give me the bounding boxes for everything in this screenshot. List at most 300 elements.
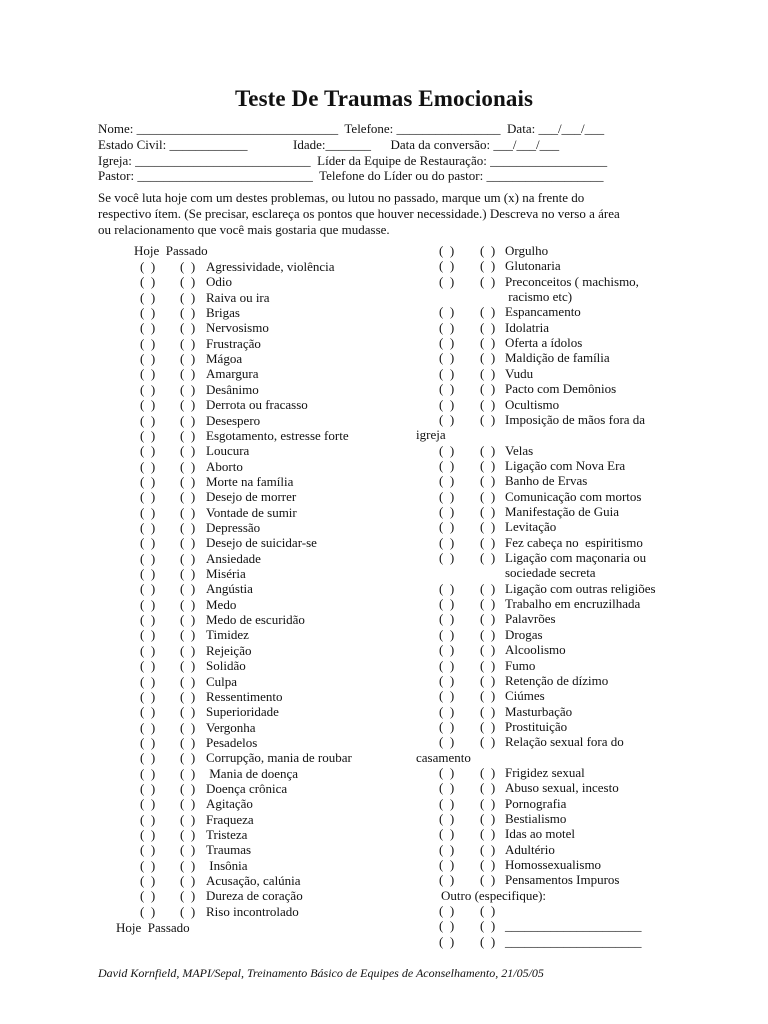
list-item-label: Maldição de família (505, 350, 610, 366)
list-item-label: Agressividade, violência (206, 259, 335, 274)
today-checkbox[interactable]: ( ) (439, 826, 455, 842)
list-item-label: Espancamento (505, 304, 581, 320)
list-item-label: Vudu (505, 365, 534, 381)
list-item-label: Trabalho em encruzilhada (505, 596, 641, 611)
list-item (0, 673, 700, 688)
past-checkbox[interactable]: ( ) (480, 381, 496, 397)
past-checkbox[interactable]: ( ) (480, 857, 496, 872)
list-item-label: Alcoolismo (505, 642, 566, 658)
list-item-label: Ligação com outras religiões (505, 580, 656, 596)
past-checkbox[interactable]: ( ) (180, 412, 196, 428)
past-checkbox[interactable]: ( ) (180, 489, 196, 505)
today-checkbox[interactable]: ( ) (140, 335, 156, 351)
list-item (0, 903, 700, 918)
today-checkbox[interactable]: ( ) (439, 273, 455, 289)
list-item-label: Velas (505, 442, 534, 458)
past-checkbox[interactable]: ( ) (180, 289, 196, 305)
past-checkbox[interactable]: ( ) (180, 842, 196, 858)
list-item (0, 550, 700, 565)
list-item-label: Traumas (206, 842, 252, 858)
list-item-label: Vergonha (206, 719, 256, 735)
today-checkbox[interactable]: ( ) (439, 795, 455, 811)
today-checkbox[interactable]: ( ) (140, 550, 156, 566)
today-checkbox[interactable]: ( ) (140, 719, 156, 735)
past-checkbox[interactable]: ( ) (180, 473, 196, 489)
list-item-label: Acusação, calúnia (206, 873, 301, 888)
today-checkbox[interactable]: ( ) (439, 473, 455, 489)
list-item-label: Bestialismo (505, 810, 567, 826)
today-checkbox[interactable]: ( ) (439, 734, 455, 750)
past-checkbox[interactable]: ( ) (180, 673, 196, 689)
list-item-label: Idas ao motel (505, 826, 576, 842)
list-item-label: Fraqueza (206, 811, 254, 827)
list-item (0, 704, 700, 719)
today-checkbox[interactable]: ( ) (140, 873, 156, 888)
list-item-label: Idolatria (505, 319, 550, 335)
today-checkbox[interactable]: ( ) (140, 305, 156, 321)
today-checkbox[interactable]: ( ) (140, 826, 156, 842)
past-checkbox[interactable]: ( ) (180, 903, 196, 919)
today-checkbox[interactable]: ( ) (140, 443, 156, 459)
today-checkbox[interactable]: ( ) (140, 289, 156, 305)
list-item-label: Fez cabeça no espiritismo (505, 534, 643, 550)
past-checkbox[interactable]: ( ) (180, 381, 196, 397)
list-item-label: Manifestação de Guia (505, 503, 620, 519)
past-checkbox[interactable]: ( ) (180, 427, 196, 443)
past-checkbox[interactable]: ( ) (480, 611, 496, 627)
list-item-label: racismo etc) (505, 289, 573, 305)
past-checkbox[interactable]: ( ) (480, 365, 496, 381)
past-checkbox[interactable]: ( ) (480, 335, 496, 351)
past-checkbox[interactable]: ( ) (480, 718, 496, 734)
past-checkbox[interactable]: ( ) (180, 796, 196, 812)
left-column-header: Hoje Passado (134, 243, 208, 258)
list-item (0, 274, 700, 289)
past-checkbox[interactable]: ( ) (180, 259, 196, 274)
list-item-label: Pacto com Demônios (505, 381, 617, 397)
today-checkbox[interactable]: ( ) (439, 442, 455, 458)
list-item-label: Imposição de mãos fora da (505, 411, 646, 427)
list-item (0, 504, 700, 519)
past-checkbox[interactable]: ( ) (480, 258, 496, 274)
list-item-label: Mania de doença (206, 765, 299, 781)
past-checkbox[interactable]: ( ) (180, 704, 196, 720)
past-checkbox[interactable]: ( ) (480, 826, 496, 842)
today-checkbox[interactable]: ( ) (140, 612, 156, 627)
list-item (0, 934, 700, 949)
past-checkbox[interactable]: ( ) (480, 841, 496, 857)
past-checkbox[interactable]: ( ) (480, 580, 496, 596)
today-checkbox[interactable]: ( ) (140, 458, 156, 474)
today-checkbox[interactable]: ( ) (439, 718, 455, 734)
today-checkbox[interactable]: ( ) (140, 857, 156, 873)
today-checkbox[interactable]: ( ) (439, 857, 455, 872)
list-item (0, 320, 700, 335)
list-item (0, 780, 700, 795)
list-item (0, 304, 700, 319)
list-item-label: Pesadelos (206, 734, 258, 750)
list-item-label: Desespero (206, 412, 261, 428)
today-checkbox[interactable]: ( ) (140, 274, 156, 290)
past-checkbox[interactable]: ( ) (480, 780, 496, 796)
past-checkbox[interactable]: ( ) (480, 657, 496, 673)
past-checkbox[interactable]: ( ) (480, 703, 496, 719)
list-item-label: Superioridade (206, 704, 279, 720)
today-checkbox[interactable]: ( ) (140, 489, 156, 505)
list-item-label: Pornografia (505, 795, 567, 811)
past-checkbox[interactable]: ( ) (480, 442, 496, 458)
list-item (0, 258, 700, 273)
past-checkbox[interactable]: ( ) (480, 810, 496, 826)
list-item-label: sociedade secreta (505, 565, 596, 581)
list-item-label: Timidez (206, 627, 249, 643)
today-checkbox[interactable]: ( ) (439, 841, 455, 857)
today-checkbox[interactable]: ( ) (140, 750, 156, 766)
instructions-line-1: Se você luta hoje com um destes problemas, ou lutou no passado, marque um (x) na frente do (98, 190, 585, 205)
list-item (0, 918, 700, 933)
list-item-label: _____________________ (505, 933, 642, 949)
past-checkbox[interactable]: ( ) (180, 320, 196, 336)
today-checkbox[interactable]: ( ) (439, 657, 455, 673)
past-checkbox[interactable]: ( ) (480, 350, 496, 366)
today-checkbox[interactable]: ( ) (140, 673, 156, 689)
list-item-label: Riso incontrolado (206, 903, 299, 919)
today-checkbox[interactable]: ( ) (140, 427, 156, 443)
today-checkbox[interactable]: ( ) (439, 611, 455, 627)
today-checkbox[interactable]: ( ) (439, 365, 455, 381)
today-checkbox[interactable]: ( ) (140, 581, 156, 597)
list-item-label: Agitação (206, 796, 253, 812)
past-checkbox[interactable]: ( ) (180, 366, 196, 382)
today-checkbox[interactable]: ( ) (140, 765, 156, 781)
past-checkbox[interactable]: ( ) (180, 351, 196, 367)
past-checkbox[interactable]: ( ) (480, 488, 496, 504)
today-checkbox[interactable]: ( ) (439, 672, 455, 688)
list-item-label: Corrupção, mania de roubar (206, 750, 352, 766)
past-checkbox[interactable]: ( ) (180, 734, 196, 750)
today-checkbox[interactable]: ( ) (439, 258, 455, 274)
past-checkbox[interactable]: ( ) (480, 396, 496, 412)
past-checkbox[interactable]: ( ) (180, 504, 196, 520)
past-checkbox[interactable]: ( ) (480, 243, 496, 258)
past-checkbox[interactable]: ( ) (180, 397, 196, 413)
list-item (0, 765, 700, 780)
header-line-name: Nome: _______________________________ Telefone: ________________ Data: ___/___/___ (98, 121, 605, 136)
past-checkbox[interactable]: ( ) (180, 765, 196, 781)
list-item-label: Ciúmes (505, 688, 545, 704)
past-checkbox[interactable]: ( ) (480, 550, 496, 565)
list-item-label: Ligação com Nova Era (505, 457, 626, 473)
list-item-label: Pensamentos Impuros (505, 872, 620, 888)
past-checkbox[interactable]: ( ) (180, 305, 196, 321)
past-checkbox[interactable]: ( ) (480, 319, 496, 335)
past-checkbox[interactable]: ( ) (180, 658, 196, 674)
past-checkbox[interactable]: ( ) (480, 734, 496, 750)
today-checkbox[interactable]: ( ) (140, 566, 156, 581)
past-checkbox[interactable]: ( ) (180, 550, 196, 566)
list-item (0, 412, 700, 427)
instructions (98, 190, 658, 238)
today-checkbox[interactable]: ( ) (140, 535, 156, 551)
past-checkbox[interactable]: ( ) (180, 719, 196, 735)
past-checkbox[interactable]: ( ) (180, 888, 196, 904)
list-item (0, 688, 700, 703)
past-checkbox[interactable]: ( ) (480, 273, 496, 289)
header-line-pastor: Pastor: ___________________________ Telefone do Líder ou do pastor: __________________ (98, 168, 604, 183)
today-checkbox[interactable]: ( ) (439, 688, 455, 704)
today-checkbox[interactable]: ( ) (439, 319, 455, 335)
list-item-label: Prostituição (505, 718, 568, 734)
past-checkbox[interactable]: ( ) (180, 335, 196, 351)
list-item-label: Adultério (505, 841, 555, 857)
today-checkbox[interactable]: ( ) (439, 534, 455, 550)
list-item-label: Medo de escuridão (206, 612, 305, 627)
list-item-label: Aborto (206, 458, 243, 474)
list-item-label: Miséria (206, 566, 246, 581)
past-checkbox[interactable]: ( ) (480, 626, 496, 642)
today-checkbox[interactable]: ( ) (439, 519, 455, 535)
today-checkbox[interactable]: ( ) (439, 243, 455, 258)
today-checkbox[interactable]: ( ) (140, 642, 156, 658)
past-checkbox[interactable]: ( ) (180, 566, 196, 581)
list-item (0, 473, 700, 488)
today-checkbox[interactable]: ( ) (140, 504, 156, 520)
list-item-label: Desejo de morrer (206, 489, 297, 505)
list-item (0, 842, 700, 857)
past-checkbox[interactable]: ( ) (480, 688, 496, 704)
list-item (0, 719, 700, 734)
list-item-label: Homossexualismo (505, 857, 602, 872)
list-item-label: Solidão (206, 658, 246, 674)
list-item (0, 289, 700, 304)
past-checkbox[interactable]: ( ) (480, 903, 496, 918)
today-checkbox[interactable]: ( ) (439, 933, 455, 949)
list-item-label: Mágoa (206, 351, 243, 367)
list-item-label: Culpa (206, 673, 238, 689)
today-checkbox[interactable]: ( ) (439, 780, 455, 796)
list-item-label: Derrota ou fracasso (206, 397, 308, 413)
today-checkbox[interactable]: ( ) (140, 903, 156, 919)
list-item (0, 796, 700, 811)
list-item (0, 397, 700, 412)
today-checkbox[interactable]: ( ) (140, 397, 156, 413)
today-checkbox[interactable]: ( ) (140, 704, 156, 720)
past-checkbox[interactable]: ( ) (180, 642, 196, 658)
today-checkbox[interactable]: ( ) (140, 351, 156, 367)
list-item-label: Doença crônica (206, 780, 288, 796)
header-line-civil-status: Estado Civil: ____________ Idade:_______ Data da conversão: ___/___/___ (98, 137, 560, 152)
list-item-label: Insônia (206, 857, 248, 873)
list-item (0, 443, 700, 458)
list-item-label: Ligação com maçonaria ou (505, 550, 647, 565)
list-item (0, 611, 700, 626)
today-checkbox[interactable]: ( ) (140, 811, 156, 827)
today-checkbox[interactable]: ( ) (140, 381, 156, 397)
today-checkbox[interactable]: ( ) (439, 872, 455, 888)
today-checkbox[interactable]: ( ) (439, 381, 455, 397)
past-checkbox[interactable]: ( ) (180, 535, 196, 551)
instructions-line-3: ou relacionamento que você mais gostaria que mudasse. (98, 222, 390, 237)
today-checkbox[interactable]: ( ) (439, 903, 455, 918)
continuation-text: casamento (416, 749, 471, 765)
list-item-label: Raiva ou ira (206, 289, 270, 305)
left-column-footer: Hoje Passado (116, 920, 190, 935)
today-checkbox[interactable]: ( ) (140, 780, 156, 796)
past-checkbox[interactable]: ( ) (480, 795, 496, 811)
today-checkbox[interactable]: ( ) (439, 764, 455, 780)
list-item (0, 581, 700, 596)
list-item-label: Esgotamento, estresse forte (206, 427, 349, 443)
past-checkbox[interactable]: ( ) (180, 811, 196, 827)
past-checkbox[interactable]: ( ) (180, 274, 196, 290)
list-item-label: Abuso sexual, incesto (505, 780, 619, 796)
list-item (0, 888, 700, 903)
past-checkbox[interactable]: ( ) (180, 458, 196, 474)
list-item-label: Frustração (206, 335, 261, 351)
past-checkbox[interactable]: ( ) (480, 764, 496, 780)
list-item (0, 519, 700, 534)
list-item-label: Ansiedade (206, 550, 261, 566)
today-checkbox[interactable]: ( ) (439, 503, 455, 519)
past-checkbox[interactable]: ( ) (480, 642, 496, 658)
list-item-label: Fumo (505, 657, 536, 673)
today-checkbox[interactable]: ( ) (439, 626, 455, 642)
list-item (0, 750, 700, 765)
list-item (0, 535, 700, 550)
list-item (0, 458, 700, 473)
today-checkbox[interactable]: ( ) (439, 642, 455, 658)
list-item-label: Rejeição (206, 642, 252, 658)
list-item-label: Vontade de sumir (206, 504, 297, 520)
today-checkbox[interactable]: ( ) (140, 888, 156, 904)
past-checkbox[interactable]: ( ) (180, 873, 196, 888)
list-item-label: _____________________ (505, 918, 642, 934)
list-item-label: Frigidez sexual (505, 764, 585, 780)
list-item (0, 243, 700, 258)
today-checkbox[interactable]: ( ) (140, 796, 156, 812)
page-footer: David Kornfield, MAPI/Sepal, Treinamento Básico de Equipes de Aconselhamento, 21/05/05 (98, 966, 544, 980)
today-checkbox[interactable]: ( ) (439, 550, 455, 565)
today-checkbox[interactable]: ( ) (439, 810, 455, 826)
list-item-label: Tristeza (206, 826, 248, 842)
today-checkbox[interactable]: ( ) (140, 412, 156, 428)
list-item (0, 642, 700, 657)
past-checkbox[interactable]: ( ) (480, 503, 496, 519)
list-item (0, 826, 700, 841)
today-checkbox[interactable]: ( ) (439, 350, 455, 366)
today-checkbox[interactable]: ( ) (439, 580, 455, 596)
today-checkbox[interactable]: ( ) (140, 688, 156, 704)
past-checkbox[interactable]: ( ) (480, 872, 496, 888)
today-checkbox[interactable]: ( ) (439, 918, 455, 934)
today-checkbox[interactable]: ( ) (140, 520, 156, 535)
today-checkbox[interactable]: ( ) (439, 396, 455, 412)
list-item-label: Preconceitos ( machismo, (505, 273, 639, 289)
list-item-label: Glutonaria (505, 258, 561, 274)
past-checkbox[interactable]: ( ) (180, 627, 196, 643)
past-checkbox[interactable]: ( ) (180, 780, 196, 796)
today-checkbox[interactable]: ( ) (140, 473, 156, 489)
list-item (0, 366, 700, 381)
today-checkbox[interactable]: ( ) (439, 335, 455, 351)
past-checkbox[interactable]: ( ) (480, 933, 496, 949)
other-label: Outro (especifique): (441, 887, 547, 903)
today-checkbox[interactable]: ( ) (140, 842, 156, 858)
list-item (0, 489, 700, 504)
today-checkbox[interactable]: ( ) (140, 259, 156, 274)
page-title: Teste De Traumas Emocionais (234, 86, 534, 111)
list-item (0, 596, 700, 611)
past-checkbox[interactable]: ( ) (480, 596, 496, 611)
today-checkbox[interactable]: ( ) (439, 304, 455, 320)
list-item-label: Nervosismo (206, 320, 269, 336)
past-checkbox[interactable]: ( ) (180, 520, 196, 535)
past-checkbox[interactable]: ( ) (480, 304, 496, 320)
past-checkbox[interactable]: ( ) (180, 612, 196, 627)
today-checkbox[interactable]: ( ) (140, 734, 156, 750)
past-checkbox[interactable]: ( ) (480, 457, 496, 473)
list-item-label: Loucura (206, 443, 250, 459)
list-item-label: Drogas (505, 626, 543, 642)
today-checkbox[interactable]: ( ) (140, 596, 156, 612)
list-item (0, 427, 700, 442)
list-item (0, 872, 700, 887)
past-checkbox[interactable]: ( ) (180, 596, 196, 612)
today-checkbox[interactable]: ( ) (439, 488, 455, 504)
list-item-label: Dureza de coração (206, 888, 303, 904)
past-checkbox[interactable]: ( ) (480, 473, 496, 489)
past-checkbox[interactable]: ( ) (180, 443, 196, 459)
today-checkbox[interactable]: ( ) (439, 596, 455, 611)
list-item-label: Levitação (505, 519, 557, 535)
header-line-church: Igreja: ___________________________ Líder da Equipe de Restauração: __________________ (98, 153, 608, 168)
list-item (0, 627, 700, 642)
past-checkbox[interactable]: ( ) (180, 581, 196, 597)
past-checkbox[interactable]: ( ) (480, 411, 496, 427)
list-item (0, 658, 700, 673)
past-checkbox[interactable]: ( ) (480, 519, 496, 535)
past-checkbox[interactable]: ( ) (480, 918, 496, 934)
list-item-label: Angústia (206, 581, 253, 597)
past-checkbox[interactable]: ( ) (180, 826, 196, 842)
past-checkbox[interactable]: ( ) (180, 688, 196, 704)
list-item-label: Masturbação (505, 703, 573, 719)
past-checkbox[interactable]: ( ) (480, 534, 496, 550)
today-checkbox[interactable]: ( ) (439, 703, 455, 719)
today-checkbox[interactable]: ( ) (140, 627, 156, 643)
past-checkbox[interactable]: ( ) (480, 672, 496, 688)
today-checkbox[interactable]: ( ) (140, 320, 156, 336)
instructions-line-2: respectivo ítem. (Se precisar, esclareça os pontos que houver necessidade.) Descreva no verso a área (98, 206, 620, 221)
past-checkbox[interactable]: ( ) (180, 857, 196, 873)
today-checkbox[interactable]: ( ) (140, 658, 156, 674)
list-item (0, 811, 700, 826)
today-checkbox[interactable]: ( ) (439, 411, 455, 427)
list-item-label: Desânimo (206, 381, 259, 397)
past-checkbox[interactable]: ( ) (180, 750, 196, 766)
list-item-label: Ressentimento (206, 688, 283, 704)
list-item-label: Amargura (206, 366, 259, 382)
list-item-label: Relação sexual fora do (505, 734, 624, 750)
list-item-label: Orgulho (505, 243, 549, 258)
list-item (0, 381, 700, 396)
today-checkbox[interactable]: ( ) (439, 457, 455, 473)
today-checkbox[interactable]: ( ) (140, 366, 156, 382)
list-item-label: Comunicação com mortos (505, 488, 642, 504)
list-item-label: Odio (206, 274, 232, 290)
list-item-label: Oferta a ídolos (505, 335, 583, 351)
list-item (0, 335, 700, 350)
